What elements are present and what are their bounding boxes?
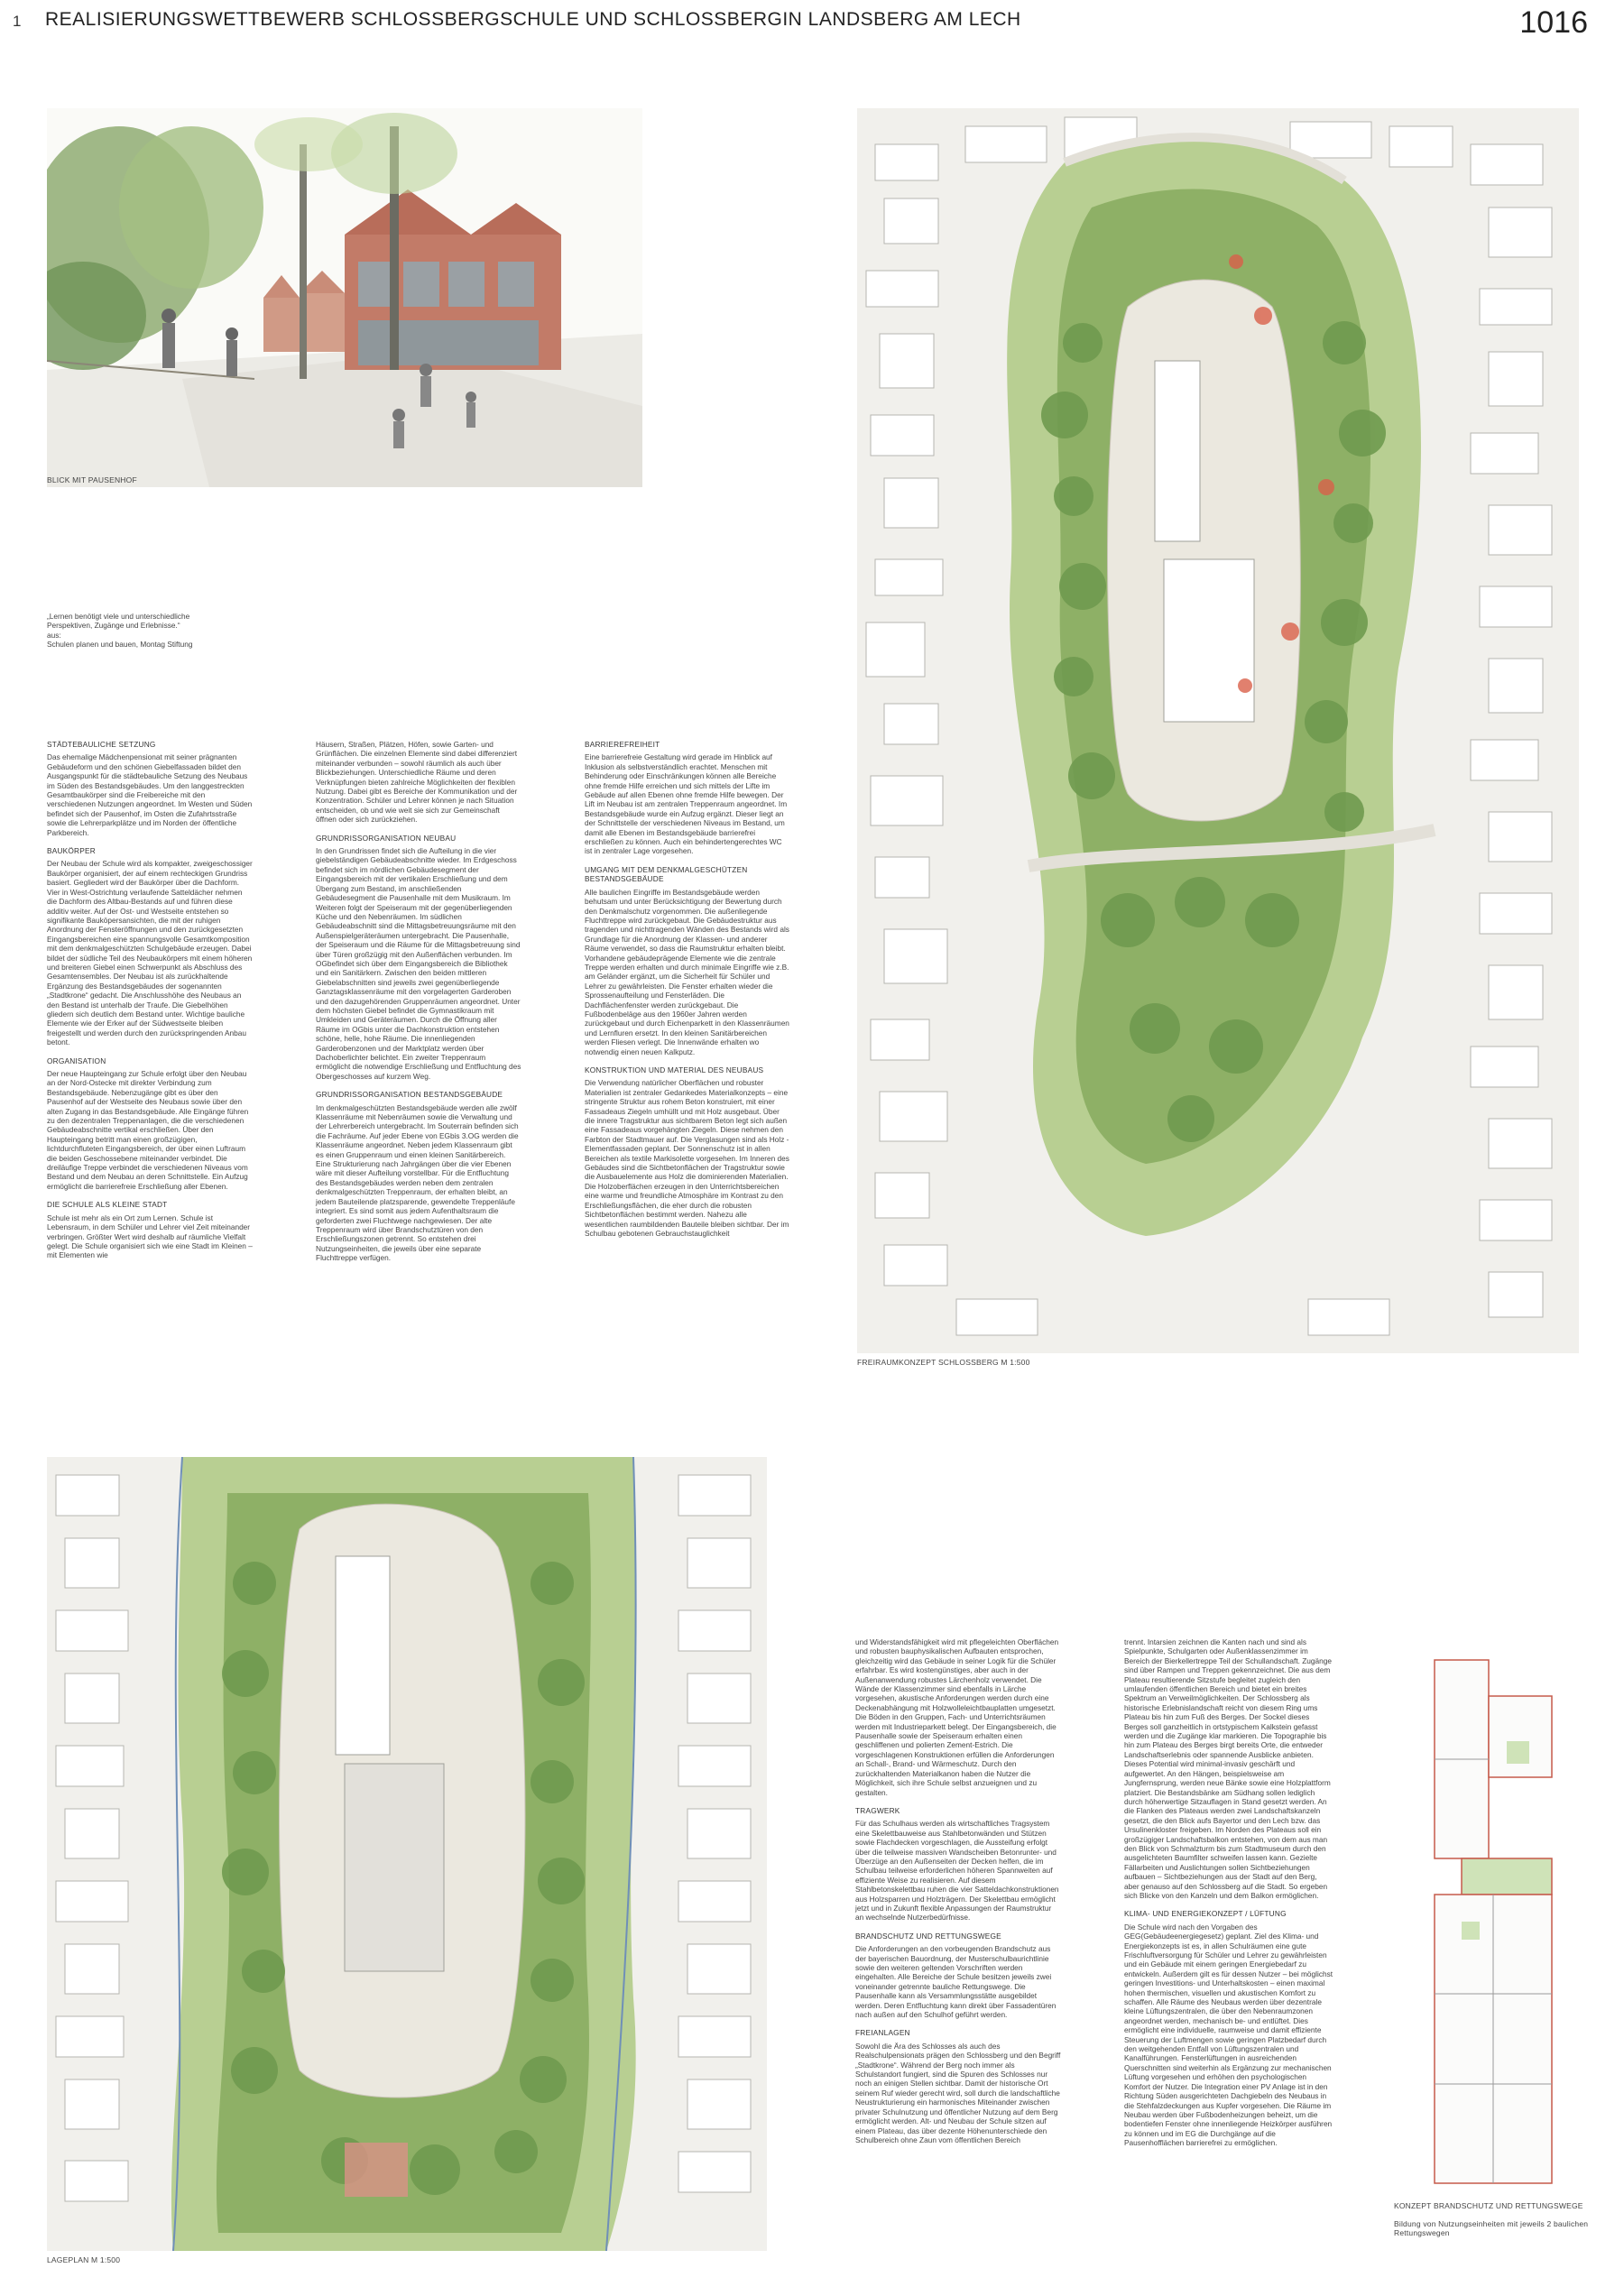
heading-tragwerk: TRAGWERK	[855, 1805, 900, 1815]
paragraph: und Widerstandsfähigkeit wird mit pflegeleichten Oberflächen und robusten bauphysikalischen Aufbauten entsprochen, gleichzeitig wird das Gebäude in seiner Logik für die Schüler erfahrbar. Es wird kostengünstiges, aber auch in der Außenanwendung robustes Lärchenholz verwendet. Die Wände der Klassenzimmer sind ebenfalls in Lärche vorgesehen, akustische Anforderungen werden durch eine Deckenabhängung mit Holzwolleleichtbauplatten umgesetzt. Die Böden in den Gruppen, Fach- und Unterrichtsräumen werden mit Industrieparkett belegt. Der Eingangsbereich, die Pausenhalle sowie der Speiseraum erhalten einen geschliffenen und polierten Zement-Estrich. Die vorgeschlagenen Konstruktionen erfüllen die Anforderungen an Schall-, Brand- und Wärmeschutz. Durch den zurückhaltenden Materialkanon haben die Nutzer die Möglichkeit, sich ihre Schule selbst anzueignen und zu gestalten.	[855, 1637, 1059, 1797]
paragraph: Häusern, Straßen, Plätzen, Höfen, sowie Garten- und Grünflächen. Die einzelnen Elemente sind dabei differenziert miteinander verbunden – sowohl räumlich als auch über Blickbeziehungen. Unterschiedliche Räume und deren Verknüpfungen bieten zahlreiche Möglichkeiten der flexiblen Nutzung. Dabei gibt es Bereiche der Kommunikation und der Konzentration. Schüler und Lehrer können je nach Situation entscheiden, ob und wie weit sie sich zur Gemeinschaft öffnen oder sich zurückziehen.	[316, 740, 518, 825]
perspective-sketch	[47, 108, 642, 487]
paragraph: Das ehemalige Mädchenpensionat mit seiner prägnanten Gebäudeform und den schönen Giebelfassaden bildet den Ausgangspunkt für die städtebauliche Setzung des Neubaus im Süden des Bestandsgebäudes. Um den langgestreckten Gesamtbaukörper sind die Freibereiche mit den verschiedenen Nutzungen angeordnet. Im Westen und Süden befindet sich der Pausenhof, im Osten die Zufahrtsstraße sowie die Lehrerparkplätze und im Norden der öffentliche Parkbereich.	[47, 752, 253, 837]
paragraph: Für das Schulhaus werden als wirtschaftliches Tragsystem eine Skelettbauweise aus Stahlbetonwänden und Stützen sowie Flachdecken vorgeschlagen, die Aussteifung erfolgt über die teilweise massiven Wandscheiben Betonrunter- und Überzüge an den Außenseiten der Decken helfen, die im Schulbau teilweise erforderlichen höheren Spannweiten auf effiziente Weise zu realisieren. Auf diesem Stahlbetonskelettbau ruhen die vier Satteldachkonstruktionen aus Holzsparren und Holzträgern. Der Skelettbau ermöglicht jetzt und in Zukunft flexible Anpassungen der Raumstruktur an wechselnde Nutzerbedürfnisse.	[855, 1819, 1059, 1923]
paragraph: Sowohl die Ära des Schlosses als auch des Realschulpensionats prägen den Schlossberg und den Begriff „Stadtkrone“. Während der Berg noch immer als Schulstandort fungiert, sind die Spuren des Schlosses nur noch an einigen Stellen sichtbar. Damit der historische Ort seinem Ruf wieder gerecht wird, soll durch die landschaftliche Neustrukturierung ein harmonisches Miteinander zwischen privater Schulnutzung und öffentlicher Nutzung auf dem Berg ermöglicht werden. Alt- und Neubau der Schule sitzen auf einem Plateau, das über dezente Höhenunterschiede den Schulbereich ohne Zaun vom öffentlichen Bereich	[855, 2041, 1061, 2144]
heading-brandschutz: BRANDSCHUTZ UND RETTUNGSWEGE	[855, 1931, 1001, 1941]
text-column-3	[585, 740, 790, 1243]
heading-organisation: ORGANISATION	[47, 1056, 106, 1065]
sheet-number: 1016	[1519, 5, 1588, 40]
paragraph: Der neue Haupteingang zur Schule erfolgt über den Neubau an der Nord-Ostecke mit direkter Verbindung zum Bestandsgebäude. Nebenzugänge gibt es über den Pausenhof auf der Westseite des Neubaus sowie über den alten Zugang in das Bestandsgebäude. Alle Eingänge führen zu den dezentralen Treppenanlagen, die die verschiedenen Gebäudeabschnitte vertikal erschließen. Über den Haupteingang betritt man einen großzügigen, lichtdurchfluteten Eingangsbereich, der über einen Luftraum die beiden Geschossebene miteinander verbindet. Die dreiläufige Treppe verbindet die verschiedenen Niveaus vom Bestand und dem Neubau an deren Schnittstelle. Ein Aufzug ermöglicht die barrierefreie Erschließung aller Ebenen.	[47, 1069, 249, 1191]
text-column-1	[47, 740, 253, 1266]
text-column-2	[316, 740, 521, 1268]
paragraph: Im denkmalgeschützten Bestandsgebäude werden alle zwölf Klassenräume mit Nebenräumen sowie die Verwaltung und der Lehrerbereich untergebracht. Im Souterrain befinden sich die Fachräume. Auf jeder Ebene von EGbis 3.OG werden die Klassenräume angeordnet. Neben jedem Klassenraum gibt es einen Gruppenraum und einen kleinen Sanitärbereich. Eine Strukturierung nach Jahrgängen über die vier Ebenen wäre mit dieser Aufteilung vorstellbar. Für die Entfluchtung des Bestandsgebäudes werden neben dem zentralen denkmalgeschützten Treppenraum, der erhalten bleibt, an jedem Bauteilende platzsparende, gewendelte Treppenläufe integriert. Es sind somit aus jedem Aufenthaltsraum die geforderten zwei Fluchtwege nachgewiesen. Der alte Treppenraum wird über Brandschutztüren von den Erschließungszonen getrennt. So entstehen drei Nutzungseinheiten, die jeweils über eine separate Fluchttreppe verfügen.	[316, 1102, 519, 1263]
text-column-5	[1124, 1637, 1333, 2153]
page-title: REALISIERUNGSWETTBEWERB SCHLOSSBERGSCHULE UND SCHLOSSBERGIN LANDSBERG AM LECH	[45, 9, 1021, 30]
quote-block	[47, 612, 227, 650]
freiraum-caption: FREIRAUMKONZEPT SCHLOSSBERG M 1:500	[857, 1358, 1030, 1367]
heading-kleine-stadt: DIE SCHULE ALS KLEINE STADT	[47, 1200, 168, 1210]
heading-denkmal: UMGANG MIT DEM DENKMALGESCHÜTZEN BESTANDSGEBÄUDE	[585, 864, 748, 884]
text-column-4	[855, 1637, 1061, 2150]
sheet-index: 1	[13, 13, 22, 30]
heading-klima: KLIMA- UND ENERGIEKONZEPT / LÜFTUNG	[1124, 1909, 1287, 1919]
paragraph: Eine barrierefreie Gestaltung wird gerade im Hinblick auf Inklusion als selbstverständlich erachtet. Menschen mit Behinderung oder Einschränkungen können alle Bereiche ohne fremde Hilfe erreichen und sich mittels der Lifte im Gebäude auf allen Ebenen ohne fremde Hilfe bewegen. Der Lift im Neubau ist am zentralen Treppenraum angeordnet. Im Bestandsgebäude wurde ein Aufzug ergänzt. Dieser liegt an der Schnittstelle der verschiedenen Niveaus im Bestand, um damit alle Ebenen im Bestandsgebäude barrierefrei erschließen zu können. Auch ein behindertengerechtes WC ist in zentraler Lage vorgesehen.	[585, 752, 788, 856]
heading-grundriss-bestand: GRUNDRISSORGANISATION BESTANDSGEBÄUDE	[316, 1090, 503, 1100]
brandschutz-diagram	[1407, 1651, 1588, 2192]
paragraph: trennt. Intarsien zeichnen die Kanten nach und sind als Spielpunkte, Schulgarten oder Außenklassenzimmer im Bereich der Bierkellertreppe Teil der Schullandschaft. Zugänge sind über Rampen und Treppen gekennzeichnet. Die aus dem Plateau resultierende Sitzstufe begleitet zugleich den umlaufenden öffentlichen Bereich und bietet ein breites Spektrum an Verweilmöglichkeiten. Der Schlossberg als historische Erlebnislandschaft reicht von diesem Ring ums Plateau bis hin zum Fuß des Berges. Der Sockel dieses Berges soll ganzheitlich in ortstypischem Kalkstein gefasst werden und die Zugänge klar markieren. Die Topographie bis hin zum Plateau des Berges birgt bereits Orte, die entweder Landschaftserlebnis oder spannende Ausblicke anbieten. Dieses Potential wird minimal-invasiv geschärft und aufgewertet. An den Hängen, beispielsweise am Jungfernsprung, werden neue Bänke sowie eine Holzplattform platziert. Die Bestandsbänke am Südhang sollen lediglich durch höherwertige Sitzauflagen in Stand gesetzt werden. An die Flanken des Plateaus werden zwei Landschaftskanzeln gesetzt, die den Blick aufs Bayertor und den Lech bzw. das Ursulinenkloster freigeben. Im Norden des Plateaus soll ein großzügiger Landschaftsbalkon entstehen, von dem aus man den Blick von Schmalzturm bis zum Stadtmuseum durch den ausgelichteten Baumfilter schweifen lassen kann. Gezielte Fällarbeiten und Auslichtungen sollen Sichtbeziehungen aufbauen – Sichtbeziehungen aus der Stadt auf den Berg, aber genauso auf den Schlossberg auf die Stadt. So ergeben sich Blicke von den Kanzeln und dem Balkon ermöglichen.	[1124, 1637, 1332, 1900]
paragraph: Die Anforderungen an den vorbeugenden Brandschutz aus der bayerischen Bauordnung, der Musterschulbaurichtlinie sowie den weiteren geltenden Vorschriften werden eingehalten. Alle Bereiche der Schule besitzen jeweils zwei voneinander getrennte bauliche Rettungswege. Die Pausenhalle kann als Versammlungsstätte ausgebildet werden. Deren Entfluchtung kann direkt über Fassadentüren nach außen auf den Schulhof geführt werden.	[855, 1944, 1057, 2020]
paragraph: Die Schule wird nach den Vorgaben des GEG(Gebäudeenergiegesetz) geplant. Ziel des Klima- und Energiekonzepts ist es, in allen Schulräumen eine gute Frischluftversorgung für Schüler und Lehrer zu gewährleisten und ein Gebäude mit einem geringen Energiebedarf zu entwickeln. Außerdem gilt es für dessen Nutzer – bei möglichst geringen Investitions- und Unterhaltskosten – einen maximal hohen thermischen, visuellen und akustischen Komfort zu schaffen. Alle Räume des Neubaus werden über dezentrale kleine Lüftungszentralen, die über den Nebenraumzonen angeordnet werden, mechanisch be- und entlüftet. Dies ermöglicht eine individuelle, raumweise und damit effiziente Steuerung der Luftmengen sowie geringen Platzbedarf durch den weitgehenden Entfall von Lüftungszentralen und Kanalführungen. Fensterlüftungen in ausreichenden Querschnitten sind weiterhin als Ergänzung zur mechanischen Lüftung vorgesehen und erhöhen den psychologischen Komfort der Nutzer. Die Integration einer PV Anlage ist in den Richtung Süden ausgerichteten Dachgiebeln des Neubaus in die Stehfalzdeckungen aus Kupfer vorgesehen. Die Räume im Neubau werden über Fußbodenheizungen beheizt, um die bodentiefen Fenster ohne innenliegende Heizkörper ausführen zu können und im EG die Durchgänge auf die Pausenhofflächen barrierefrei zu ermöglichen.	[1124, 1922, 1333, 2148]
heading-staedtebau: STÄDTEBAULICHE SETZUNG	[47, 740, 156, 749]
quote-source: Schulen planen und bauen, Montag Stiftung	[47, 640, 193, 650]
heading-konstruktion: KONSTRUKTION UND MATERIAL DES NEUBAUS	[585, 1065, 764, 1074]
paragraph: Schule ist mehr als ein Ort zum Lernen. Schule ist Lebensraum, in dem Schüler und Lehrer viel Zeit miteinander verbringen. Größter Wert wird deshalb auf räumliche Vielfalt gelegt. Die Schule organisiert sich wie eine Stadt im Kleinen – mit Elementen wie	[47, 1213, 253, 1260]
quote-text: „Lernen benötigt viele und unterschiedliche Perspektiven, Zugänge und Erlebnisse.“	[47, 612, 190, 631]
quote-source-label: aus:	[47, 630, 61, 640]
paragraph: Alle baulichen Eingriffe im Bestandsgebäude werden behutsam und unter Berücksichtigung der Bewertung durch den Denkmalschutz vorgenommen. Die außenliegende Fluchttreppe wird zurückgebaut. Die Gebäudestruktur aus tragenden und nichttragenden Wänden des Bestands wird als Grundlage für die Anordnung der Klassen- und anderer Räume verwendet, so dass die Raumstruktur erhalten bleibt. Vorhandene gebäudeprägende Elemente wie die zentrale Treppe werden erhalten und durch minimale Eingriffe wie z.B. am Geländer ergänzt, um die Sicherheit für Schüler und Lehrer zu gewährleisten. Die Fenster erhalten wieder die Sprossenaufteilung und Fensterläden. Die Dachflächenfenster werden zurückgebaut. Die Fußbodenbeläge aus den 1960er Jahren werden zurückgebaut und durch Eichenparkett in den Klassenräumen und Lernfluren ersetzt. In den kleinen Sanitärbereichen werden Fliesen verlegt. Die Innenwände erhalten wo notwendig einen neuen Kalkputz.	[585, 887, 789, 1056]
paragraph: Die Verwendung natürlicher Oberflächen und robuster Materialien ist zentraler Gedankedes Materialkonzepts – eine stringente Struktur aus rohem Beton konstruiert, mit einer Fassadeaus Ziegeln umhüllt und mit Holz ausgebaut. Über die innere Tragstruktur aus sichtbarem Beton legt sich außen eine Fassadeaus vorgehängten Ziegeln. Diese nehmen den Farbton der Stadtmauer auf. Die Verglasungen sind als Holz -Elementfassaden geplant. Der Sonnenschutz ist in allen Bereichen als textile Markisolette vorgesehen. Im Inneren des Gebäudes sind die Sichtbetonflächen der Tragstruktur sowie die Ausbauelemente aus Holz die dominierenden Materialien. Die Holzoberflächen erzeugen in den Unterrichtsbereichen eine warme und freundliche Atmosphäre im Kontrast zu den Erschließungsflächen, die eher durch die robusten Sichtbetonflächen bestimmt werden. Nahezu alle wesentlichen raumbildenden Bauteile bleiben sichtbar. Der im Schulbau gebotenen Gebrauchstauglichkeit	[585, 1078, 789, 1238]
brandschutz-caption	[1394, 2201, 1592, 2237]
paragraph: Der Neubau der Schule wird als kompakter, zweigeschossiger Baukörper organisiert, der auf einem rechteckigen Grundriss basiert. Gegliedert wird der Baukörper über die Dachform. Vier in West-Ostrichtung verlaufende Satteldächer nehmen die Dachform des Altbau-Bestands auf und führen diese additiv weiter. Auf der Ost- und Westseite entstehen so signifikante Bauköpersansichten, die mit der ruhigen Anordnung der Fensteröffnungen und den zurückgesetzten Eingangsbereichen eine spannungsvolle Gesamtkomposition mit dem denkmalgeschützten Schulgebäude erzeugen. Dabei bildet der südliche Teil des Neubaukörpers mit einem höheren und breiteren Giebel einen Schwerpunkt als Abschluss des Gesamtensembles. Der Neubau ist als zurückhaltende Ergänzung des Bestandsgebäudes der sogenannten „Stadtkrone“ gedacht. Die Anschlusshöhe des Neubaus an den Bestand ist unterhalb der Traufe. Die Giebelhöhen gliedern sich deutlich dem Bestand unter. Wichtige bauliche Elemente wie der Erker auf der Südwestseite bleiben freigestellt und werden durch den zurückspringenden Anbau betont.	[47, 859, 253, 1047]
freiraum-plan	[857, 108, 1579, 1353]
konzept-title: KONZEPT BRANDSCHUTZ UND RETTUNGSWEGE	[1394, 2201, 1583, 2210]
heading-freianlagen: FREIANLAGEN	[855, 2028, 910, 2038]
paragraph: In den Grundrissen findet sich die Aufteilung in die vier giebelständigen Gebäudeabschnitte wieder. Im Erdgeschoss befindet sich im nördlichen Gebäudesegment der Eingangsbereich mit der vertikalen Erschließung und dem Übergang zum Bestand, im anschließenden Gebäudesegment die Pausenhalle mit dem Musikraum. Im Weiteren folgt der Speiseraum mit der gegenüberliegenden Küche und den Nebenräumen. Im südlichen Gebäudeabschnitt sind die Mittagsbetreuungsräume mit den Außenspielgeräteräumen untergebracht. Die Pausenhalle, der Speiseraum und die Räume für die Mittagsbetreuung sind über Türen großzügig mit den Außenflächen verbunden. Im OGbefindet sich über dem Eingangsbereich die Bibliothek und ein Sanitärkern. Zwischen den beiden mittleren Giebelabschnitten sind jeweils zwei gegenüberliegende Ganztagsklassenräume mit den vorgelagerten Garderoben und den dazugehörenden Gruppenräumen angeordnet. Unter dem höchsten Giebel befindet die Gymnastikraum mit Umkleiden und Geräteräumen. Durch die Öffnung aller Räume im OGbis unter die Dachkonstruktion entstehen schöne, helle, hohe Räume. Die innenliegenden Garderobenzonen und der Marktplatz werden über Dachoberlichter belichtet. Ein zweiter Treppenraum ermöglicht die notwendige Erschließung und Entfluchtung des Obergeschosses auf kurzem Weg.	[316, 846, 521, 1081]
lageplan	[47, 1457, 767, 2251]
perspective-caption: BLICK MIT PAUSENHOF	[47, 475, 137, 484]
konzept-subtitle: Bildung von Nutzungseinheiten mit jeweils 2 baulichen Rettungswegen	[1394, 2219, 1589, 2237]
heading-grundriss-neubau: GRUNDRISSORGANISATION NEUBAU	[316, 833, 457, 843]
heading-barrierefreiheit: BARRIEREFREIHEIT	[585, 740, 660, 749]
lageplan-caption: LAGEPLAN M 1:500	[47, 2255, 121, 2264]
heading-baukoerper: BAUKÖRPER	[47, 846, 96, 856]
